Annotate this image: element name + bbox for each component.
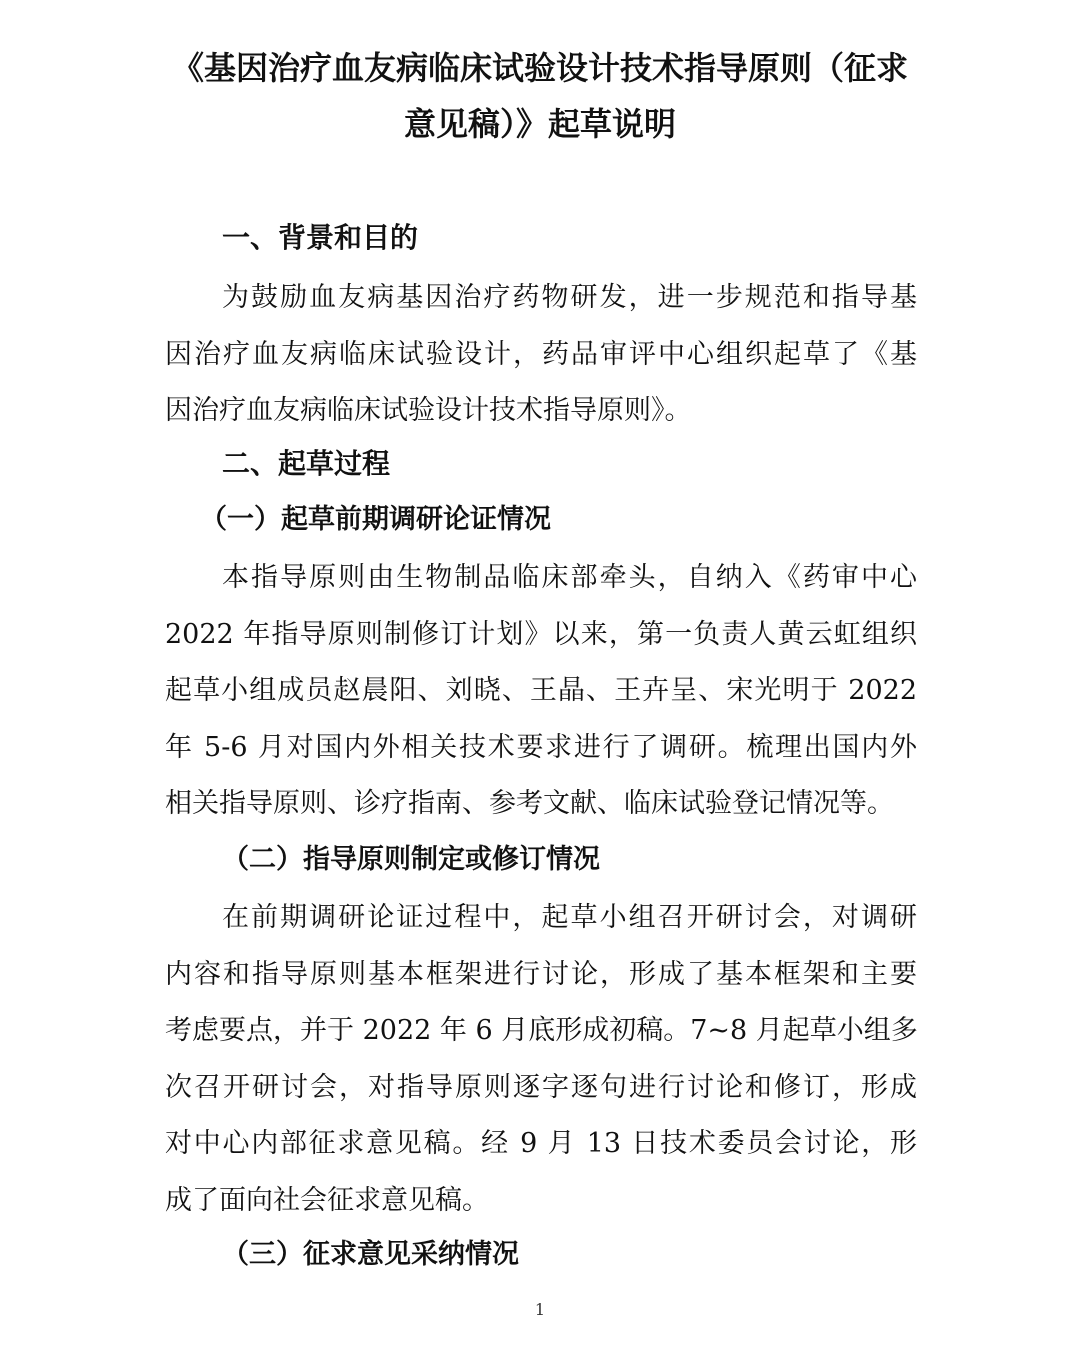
subsection-3-heading: （三）征求意见采纳情况 [222, 1239, 519, 1270]
subsection-2-heading: （二）指导原则制定或修订情况 [222, 844, 600, 875]
page-number: 1 [534, 1300, 546, 1319]
paragraph-line: 相关指导原则、诊疗指南、参考文献、临床试验登记情况等。 [165, 788, 894, 819]
subsection-1-paragraph [165, 550, 917, 833]
paragraph-line: 因治疗血友病临床试验设计技术指导原则》。 [165, 395, 692, 426]
subsection-2-paragraph [165, 890, 917, 1229]
paragraph-line: 因治疗血友病临床试验设计，药品审评中心组织起草了《基 [165, 338, 917, 370]
section-2-heading: 二、起草过程 [222, 447, 391, 480]
paragraph-line: 对中心内部征求意见稿。经 9 月 13 日技术委员会讨论，形 [165, 1128, 917, 1159]
paragraph-line: 成了面向社会征求意见稿。 [165, 1184, 489, 1216]
paragraph-line: 内容和指导原则基本框架进行讨论，形成了基本框架和主要 [165, 958, 917, 990]
paragraph-line: 在前期调研论证过程中，起草小组召开研讨会，对调研 [222, 902, 917, 933]
document-title [150, 40, 930, 152]
subsection-1-heading: （一）起草前期调研论证情况 [200, 504, 551, 535]
paragraph-line: 2022 年指导原则制修订计划》以来，第一负责人黄云虹组织 [165, 618, 917, 650]
section-1-paragraph [165, 270, 917, 440]
paragraph-line: 起草小组成员赵晨阳、刘晓、王晶、王卉呈、宋光明于 2022 [165, 675, 917, 706]
title-line-1: 《基因治疗血友病临床试验设计技术指导原则（征求 [171, 49, 908, 87]
paragraph-line: 年 5-6 月对国内外相关技术要求进行了调研。梳理出国内外 [165, 731, 917, 763]
paragraph-line: 为鼓励血友病基因治疗药物研发，进一步规范和指导基 [222, 282, 917, 313]
paragraph-line: 次召开研讨会，对指导原则逐字逐句进行讨论和修订，形成 [165, 1071, 917, 1103]
title-line-2: 意见稿）》起草说明 [403, 105, 676, 143]
paragraph-line: 本指导原则由生物制品临床部牵头，自纳入《药审中心 [222, 562, 917, 593]
paragraph-line: 考虑要点，并于 2022 年 6 月底形成初稿。7~8 月起草小组多 [165, 1015, 918, 1046]
section-1-heading: 一、背景和目的 [222, 221, 419, 254]
